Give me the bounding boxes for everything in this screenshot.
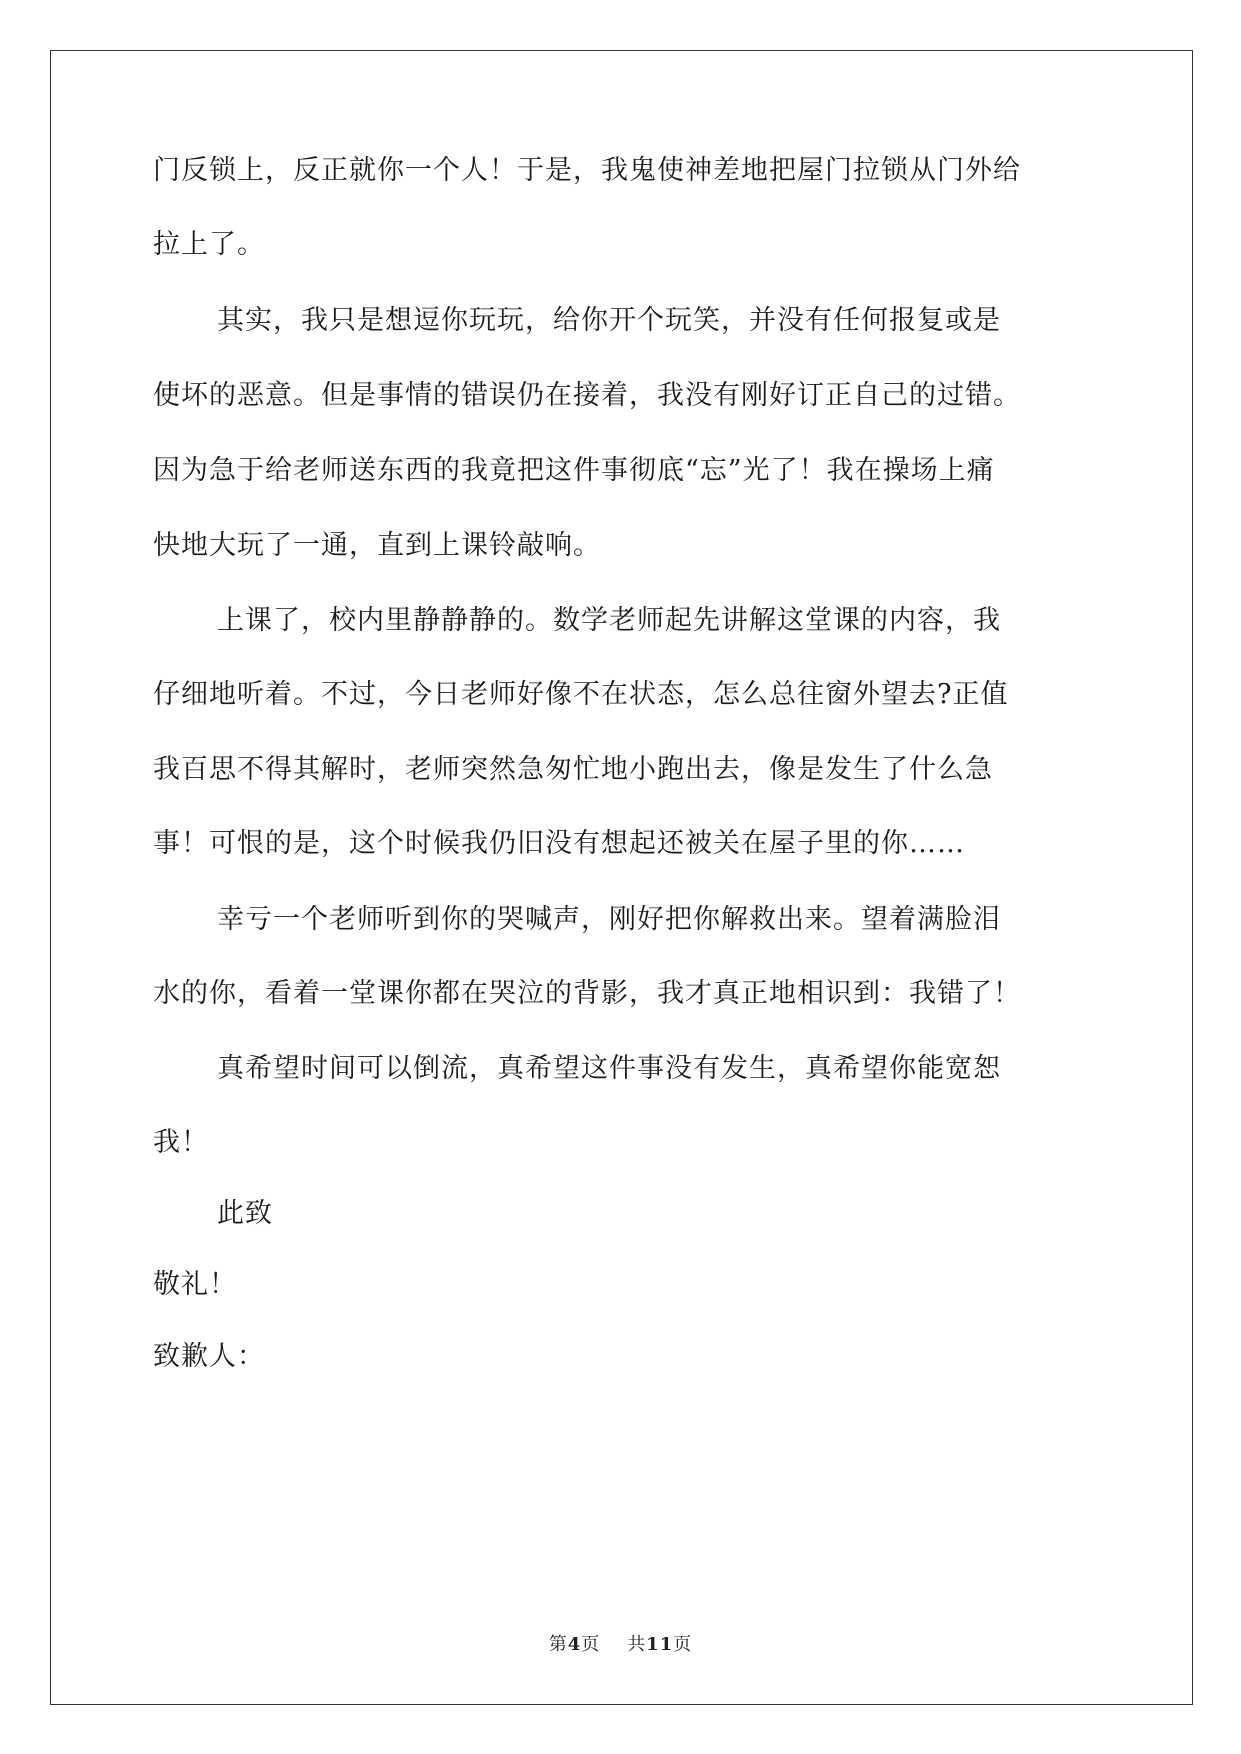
- footer-total-suffix: 页: [673, 1634, 693, 1655]
- text-line: 快地大玩了一通，直到上课铃敲响。: [153, 530, 601, 561]
- text-line: 使坏的恶意。但是事情的错误仍在接着，我没有刚好订正自己的过错。: [153, 380, 1021, 411]
- text-line: 水的你，看着一堂课你都在哭泣的背影，我才真正地相识到：我错了！: [153, 978, 1021, 1009]
- text-line: 上课了，校内里静静静的。数学老师起先讲解这堂课的内容，我: [217, 605, 1001, 636]
- signature-label: 致歉人：: [153, 1341, 265, 1372]
- text-line: 我百思不得其解时，老师突然急匆忙地小跑出去，像是发生了什么急: [153, 754, 993, 785]
- text-line: 仔细地听着。不过，今日老师好像不在状态，怎么总往窗外望去?正值: [153, 679, 1009, 710]
- text-line: 事！可恨的是，这个时候我仍旧没有想起还被关在屋子里的你……: [153, 828, 965, 859]
- closing-salutation: 此致: [217, 1198, 273, 1229]
- text-line: 其实，我只是想逗你玩玩，给你开个玩笑，并没有任何报复或是: [217, 305, 1001, 336]
- text-line: 拉上了。: [153, 229, 265, 260]
- text-line: 幸亏一个老师听到你的哭喊声，刚好把你解救出来。望着满脸泪: [217, 904, 1001, 935]
- page-footer: [0, 1630, 1241, 1656]
- page-number: 4: [567, 1634, 582, 1655]
- closing-regards: 敬礼！: [153, 1269, 237, 1300]
- total-pages: 11: [646, 1634, 674, 1655]
- footer-page-suffix: 页: [581, 1634, 601, 1655]
- text-line: 真希望时间可以倒流，真希望这件事没有发生，真希望你能宽恕: [217, 1053, 1001, 1084]
- footer-total-prefix: 共: [627, 1634, 647, 1655]
- text-line: 因为急于给老师送东西的我竟把这件事彻底“忘”光了！我在操场上痛: [153, 455, 995, 486]
- footer-prefix: 第: [548, 1634, 568, 1655]
- text-line: 门反锁上，反正就你一个人！于是，我鬼使神差地把屋门拉锁从门外给: [153, 155, 1021, 186]
- text-line: 我！: [153, 1127, 209, 1158]
